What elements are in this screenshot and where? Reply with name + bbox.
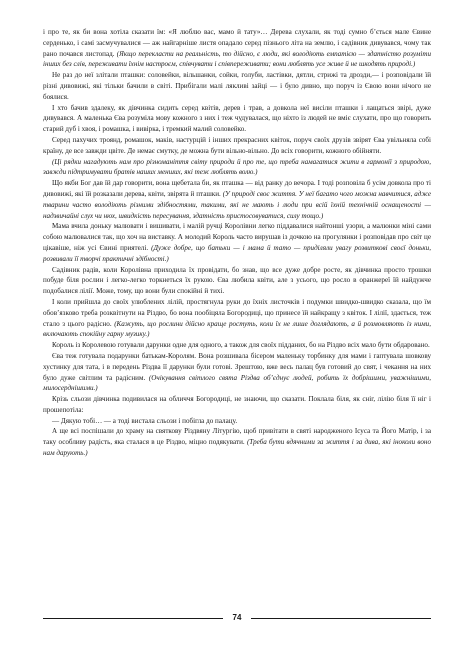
commentary-text: (У природі своє життя. У неї багато чого можна навчитися, адже тварини часто володіють різними здібностями, такими, які не мають і люди при всій їхній технічній оснащеності — надзвичайні слух чи нюх, швидкість пересування, здатність пристосовуватися, силу тощо.) xyxy=(43,189,431,220)
page-number: 74 xyxy=(232,613,242,622)
story-text: Не раз до неї злітали пташки: соловейки, вільшанки, сойки, голуби, ластівки, дятли, стрижі та дрозди,— і розповідали їй різні дивовижі, які тільки бачили в світі. Прибігали малі лякливі зайці — і було дивно, що поруч із Євою вони нічого не боялися. xyxy=(43,71,431,101)
page-footer xyxy=(43,612,431,624)
paragraph xyxy=(43,426,431,458)
paragraph xyxy=(43,265,431,297)
paragraph xyxy=(43,103,431,135)
story-text: Крізь сльози дівчинка подивилася на обличчя Богородиці, не знаючи, що сказати. Поклала біля, як сніг, лілію біля її ніг і прошепотіла: xyxy=(43,395,431,414)
commentary-text: (Кажуть, що рослини дійсно краще ростуть, коли їх не лише доглядають, а й розмовляють із ними, включають спокійну гарну музику.) xyxy=(43,319,431,339)
commentary-text: (Якщо перекласти на реальність, то дійсно, є люди, які володіють емпатією — здатністю розуміти інших без слів, переживати їхнім настроєм, співчувати і співпереживати; вони люблять усе живе й не шкодять природі.) xyxy=(43,49,431,69)
paragraph xyxy=(43,297,431,340)
paragraph xyxy=(43,178,431,221)
story-text: А ще всі поспішали до храму на святкову Різдвяну Літургію, щоб привітати в святі народженого Ісуса та Його Матір, і за таку особливу радість, яка сталася в це Різдво, міцно подякувати. xyxy=(43,427,431,447)
footer-rule-right xyxy=(251,618,431,619)
story-text: Мама вчила доньку малювати і вишивати, і малій ручці Королівни легко піддавалися найтонші узори, а малюнки міні сами собою малювалися так, що хоч на виставку. А молодий Король часто вирушав із дочкою на прогулянки і розповідав про світ це цікавіше, ніж усі Євині приятелі. xyxy=(43,222,431,252)
paragraph xyxy=(43,221,431,264)
commentary-text: (Дуже добре, що батьки — і мама й тато — приділяли увагу розвиткові своєї доньки, розвивали її творчі практичні здібності.) xyxy=(43,243,431,263)
paragraph xyxy=(43,340,431,351)
paragraph xyxy=(43,27,431,70)
document-body xyxy=(43,27,431,459)
story-text: Що якби Бог дав їй дар говорити, вона щебетала би, як пташка — від ранку до вечора. І тоді розповіла б усім довкола про ті дивовижі, які їй розказали дерева, квіти, звірята й пташки. xyxy=(43,179,431,198)
commentary-text: (Треба бути вдячними за життя і за дива, які іноколи воно нам дарують.) xyxy=(43,438,431,458)
story-text: І коли прийшла до своїх улюблених лілій, простягнула руки до їхніх листочків і подумки швидко-швидко сказала, що їм обов’язково треба розквітнути на Різдво, бо вона пообіцяла Богородиці, що принесе їй найкращу з квіток. І лілії, здається, теж стало з цього радісно. xyxy=(43,297,431,328)
commentary-text: (Ці рядки нагадують нам про різноманіття світу природи й про те, що треба намагатися жити в гармонії з природою, завжди підтримувати братів наших менших, які теж люблять волю.) xyxy=(43,157,431,177)
paragraph xyxy=(43,416,431,427)
story-text: — Дякую тобі… — а тоді вистала сльози і побігла до палацу. xyxy=(52,416,238,425)
paragraph xyxy=(43,394,431,416)
paragraph xyxy=(43,135,431,157)
story-text: І хто бачив здалеку, як дівчинка сидить серед квітів, дерев і трав, а довкола неї висіли пташки і лащаться звірі, дуже дивувався. А маленька Єва розуміла мову кожного з них і теж чудувалася, що ніхто із людей не вміє слухати, про що говорить старий дуб і хвоя, і ромашка, і вивірка, і тремкий малий соловейко. xyxy=(43,103,431,134)
story-text: Король із Королевою готували дарунки одне для одного, а також для своїх підданих, бо на Різдво всіх мало бути обдаровано. xyxy=(52,341,430,350)
story-text: Єва теж готувала подарунки батькам-Королям. Вона розшивала бісером маленьку торбинку для мами і гаптувала шовкову хустинку для тата, і в передень Різдва її дарунки були готові. Зрештою, вже весь палац був готовий до свят, і чекання на них було дуже світлим та радісним. xyxy=(43,351,431,382)
story-text: Садівник радів, коли Королівна приходила їх провідати, бо знав, що все дуже добре росте, як дівчинка просто трошки побуде біля рослин і легко-легко торкнеться їх рукою. Єва любила квіти, але з усього, що росло в оранжереї їй найдужче подобалися лілії. Може, тому, що вони були спокійні й тихі. xyxy=(43,265,431,296)
footer-rule-left xyxy=(43,618,223,619)
commentary-text: (Очікування світлого свята Різдва об’єднує людей, робить їх добрішими, уважнішими, милосерднішими.) xyxy=(43,373,431,393)
paragraph xyxy=(43,70,431,102)
story-text: і про те, як би вона хотіла сказати їм: «Я люблю вас, мамо й тату»… Дерева слухали, як тоді сумно б’ється мале Євине серденько, і самі засмучувалися — аж найгарніше листя опадало серед пізнього літа на землю, і садівник дивувався, чому так рано почався листопад. xyxy=(43,28,431,58)
paragraph xyxy=(43,351,431,394)
paragraph xyxy=(43,157,431,179)
story-text: Серед пахучих троянд, ромашок, маків, настурцій і інших прекрасних квіток, поруч своїх друзів звірят Єва увільняла собі країну, де все завжди цвіте. Де немає смутку, де можна бути вільно-вільно. До всіх говорити, кожного обійняти. xyxy=(43,135,431,155)
